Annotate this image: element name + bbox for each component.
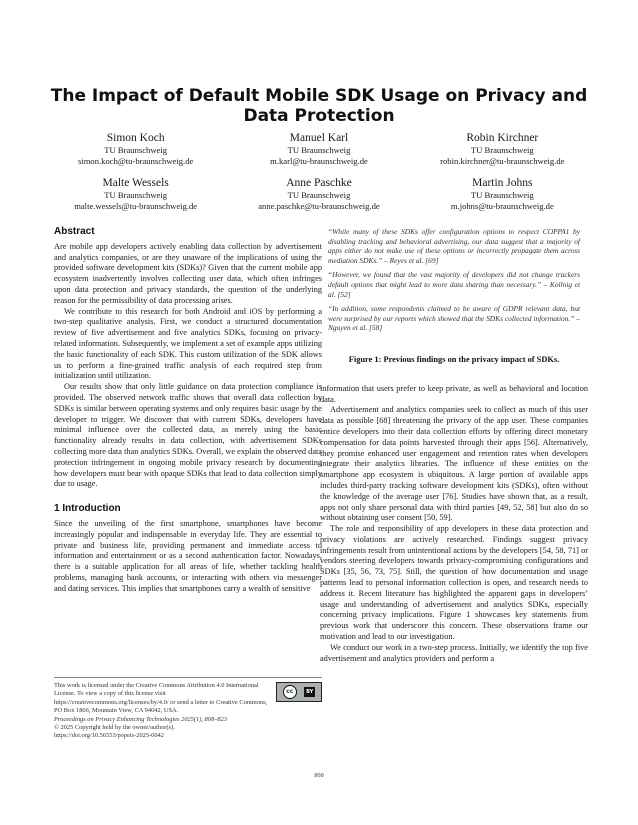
abstract-paragraph: We contribute to this research for both Android and iOS by performing a two-step qualitative analysis. First, we conduct a structured documentation review of five advertisement and five analytics SDKs, focusing on privacy-related information. Subsequently, we implement a set of example apps utilizing the basic functionality of each SDK. This custom utilization of the SDK allows us to perform a fine-grained traffic analysis of each required step from initialization until utilization. bbox=[54, 306, 322, 381]
author-name: Simon Koch bbox=[106, 132, 165, 144]
author-name: Manuel Karl bbox=[289, 132, 349, 144]
author-anne-paschke bbox=[227, 177, 410, 212]
license-text: This work is licensed under the Creative Commons Attribution 4.0 International License. To view a copy of this license visit https://creativecommons.org/licenses/by/4.0/ or send a letter to Creative Commons, PO Box 1866, Mountain View, CA 94042, USA. bbox=[54, 682, 268, 715]
left-column bbox=[54, 227, 322, 595]
author-malte-wessels bbox=[44, 177, 227, 212]
license-block bbox=[54, 682, 322, 716]
author-name: Robin Kirchner bbox=[466, 132, 539, 144]
author-name: Anne Paschke bbox=[286, 177, 352, 189]
author-row-2 bbox=[44, 177, 594, 212]
author-email: m.karl@tu-braunschweig.de bbox=[270, 156, 368, 166]
author-affiliation: TU Braunschweig bbox=[470, 190, 534, 200]
author-block bbox=[44, 132, 594, 222]
author-affiliation: TU Braunschweig bbox=[104, 190, 168, 200]
quote-nguyen: “In addition, some respondents claimed to be aware of GDPR relevant data, but were surprised by our reports which showed that the SDKs collected information.” – Nguyen et al. [58] bbox=[328, 304, 580, 333]
quote-reyes: “While many of these SDKs offer configuration options to respect COPPA1 by disabling tracking and behavioral advertising, our data suggest that a majority of apps either do not make use of these options or incorrectly propagate them across mediation SDKs.” – Reyes et al. [69] bbox=[328, 227, 580, 265]
author-row-1 bbox=[44, 132, 594, 167]
figure-1-quotes bbox=[328, 227, 580, 333]
author-email: simon.koch@tu-braunschweig.de bbox=[78, 156, 194, 166]
body-paragraph: Advertisement and analytics companies seek to collect as much of this user data as possible [68] threatening the privacy of the app user. These companies entice developers into their data collection efforts by offering direct monetary compensation for data points harvested through their apps [56]. Alternatively, they promise enhanced user engagement and retention rates when developers integrate their analytics libraries. The influence of these entities on the smartphone app ecosystem is ubiquitous. A large portion of available apps includes third-party tracking software development kits (SDKs), often without the knowledge of the average user [76]. Studies have shown that, as a result, apps not only share personal data with third parties [49, 52, 58] but also do so without obtaining user consent [50, 59]. bbox=[320, 405, 588, 523]
cc-by-badge bbox=[276, 682, 322, 702]
quote-kollnig: “However, we found that the vast majority of developers did not change trackers default options that might lead to more data sharing than necessary.” – Kollnig et al. [52] bbox=[328, 270, 580, 299]
introduction-paragraph: Since the unveiling of the first smartphone, smartphones have become increasingly popular and indispensable in everyday life. They are essential to private and business life, providing permanent and immediate access to information and entertainment or as a second authentication factor. Nowadays, there is a suitable application for all areas of life, whether tackling health problems, managing bank accounts, or interacting with others via messenger and dating services. This implies that smartphones carry a wealth of sensitive bbox=[54, 518, 322, 593]
copyright-line: © 2025 Copyright held by the owner/author(s). bbox=[54, 724, 175, 732]
paper-title: The Impact of Default Mobile SDK Usage on Privacy and Data Protection bbox=[50, 86, 588, 126]
proceedings-line: Proceedings on Privacy Enhancing Technologies 2025(1), 808–823 bbox=[54, 715, 227, 723]
author-robin-kirchner bbox=[411, 132, 594, 167]
cc-icon: cc bbox=[283, 685, 297, 699]
body-paragraph: We conduct our work in a two-step process. Initially, we identify the top five advertisement and analytics providers and perform a bbox=[320, 642, 588, 663]
abstract-heading: Abstract bbox=[54, 226, 95, 237]
page-number: 808 bbox=[314, 772, 324, 779]
introduction-heading: 1 Introduction bbox=[54, 503, 121, 515]
abstract-paragraph: Are mobile app developers actively enabling data collection by advertisement and analytics companies, or are they unaware of the implications of using the provided software development kits (SDKs)? Given that the current mobile app ecosystem inadvertently involves collecting user data, which often infringes upon data protection and privacy standards, the question of the underlying reason for the permissibility of data processing arises. bbox=[54, 241, 322, 305]
author-affiliation: TU Braunschweig bbox=[104, 145, 168, 155]
author-manuel-karl bbox=[227, 132, 410, 167]
figure-1-caption: Figure 1: Previous findings on the privacy impact of SDKs. bbox=[348, 354, 560, 364]
abstract-paragraph: Our results show that only little guidance on data protection compliance is provided. The observed network traffic shows that overall data collection by SDKs is similar between operating systems and only requires basic usage by the developer to trigger. We discover that with current SDKs, developers have minimal influence over the collected data, as merely using the basic functionality already results in data collection, with advertisement SDKs collecting more data than analytics SDKs. Overall, we explain the observed data protection infringement in ongoing mobile privacy research by documenting how developers must bear with opaque SDKs that lead to data collection simply due to usage. bbox=[54, 382, 322, 489]
right-column bbox=[320, 227, 588, 664]
author-affiliation: TU Braunschweig bbox=[470, 145, 534, 155]
body-paragraph: The role and responsibility of app developers in these data protection and privacy violations are actively researched. Findings suggest privacy infringements result from unintentional actions by the developers [54, 58, 71] or vendors steering developers towards privacy-compromising configurations and SDKs [35, 56, 73, 75]. Still, the question of how documentation and usage patterns lead to personal information collection is open, and research needs to address it. Recent literature has highlighted the apparent gaps in developers’ usage and understanding of advertisement and analytics SDKs, especially concerning privacy implications. Figure 1 showcases key statements from previous work that underscore this concern. These observations frame our motivation and lead to our investigation. bbox=[320, 524, 588, 642]
author-martin-johns bbox=[411, 177, 594, 212]
author-email: anne.paschke@tu-braunschweig.de bbox=[258, 201, 380, 211]
license-footnote bbox=[54, 677, 322, 741]
author-simon-koch bbox=[44, 132, 227, 167]
author-email: robin.kirchner@tu-braunschweig.de bbox=[440, 156, 565, 166]
author-email: malte.wessels@tu-braunschweig.de bbox=[74, 201, 198, 211]
body-paragraph: information that users prefer to keep private, as well as behavioral and location data. bbox=[320, 383, 588, 404]
author-email: m.johns@tu-braunschweig.de bbox=[450, 201, 554, 211]
author-affiliation: TU Braunschweig bbox=[287, 145, 351, 155]
by-icon: BY bbox=[304, 687, 315, 697]
author-name: Martin Johns bbox=[472, 177, 533, 189]
author-affiliation: TU Braunschweig bbox=[287, 190, 351, 200]
author-name: Malte Wessels bbox=[102, 177, 169, 189]
doi-link[interactable]: https://doi.org/10.56553/popets-2025-0042 bbox=[54, 732, 164, 740]
